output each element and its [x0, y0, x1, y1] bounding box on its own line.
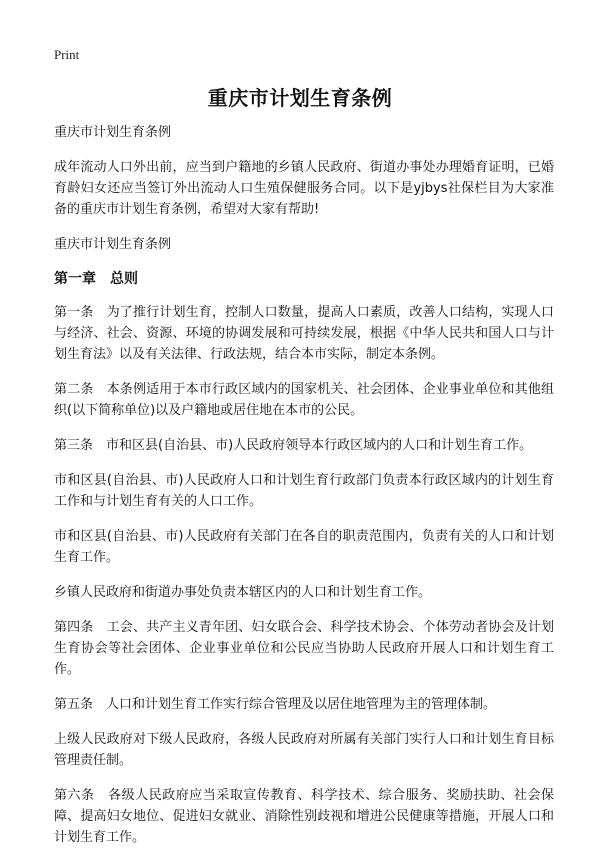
article-4: 第四条 工会、共产主义青年团、妇女联合会、科学技术协会、个体劳动者协会及计划生育协会等社会团体、企业事业单位和公民应当协助人民政府开展人口和计划生育工作。: [54, 620, 554, 677]
article-body: [54, 122, 554, 862]
article-5: 第五条 人口和计划生育工作实行综合管理及以居住地管理为主的管理体制。: [54, 697, 497, 712]
article-3-clause-4: 乡镇人民政府和街道办事处负责本辖区内的人口和计划生育工作。: [54, 585, 432, 600]
print-link[interactable]: Print: [54, 47, 80, 62]
article-3: 第三条 市和区县(自治县、市)人民政府领导本行政区域内的人口和计划生育工作。: [54, 438, 533, 453]
paragraph-subtitle: 重庆市计划生育条例: [54, 125, 172, 140]
document-title: 重庆市计划生育条例: [207, 86, 393, 110]
article-3-clause-2: 市和区县(自治县、市)人民政府人口和计划生育行政部门负责本行政区域内的计划生育工作和与计划生育有关的人口工作。: [54, 473, 554, 509]
article-2: 第二条 本条例适用于本市行政区域内的国家机关、社会团体、企业事业单位和其他组织(以下简称单位)以及户籍地或居住地在本市的公民。: [54, 382, 554, 418]
chapter-heading: 第一章 总则: [54, 271, 138, 287]
article-1: 第一条 为了推行计划生育，控制人口数量，提高人口素质，改善人口结构，实现人口与经济、社会、资源、环境的协调发展和可持续发展，根据《中华人民共和国人口与计划生育法》以及有关法律、行政法规，结合本市实际，制定本条例。: [54, 305, 554, 362]
paragraph-subtitle-repeat: 重庆市计划生育条例: [54, 237, 172, 252]
paragraph-intro: 成年流动人口外出前，应当到户籍地的乡镇人民政府、街道办事处办理婚育证明，已婚育龄妇女还应当签订外出流动人口生殖保健服务合同。以下是yjbys社保栏目为大家准备的重庆市计划生育条例，希望对大家有帮助!: [54, 160, 554, 217]
article-6: 第六条 各级人民政府应当采取宣传教育、科学技术、综合服务、奖励扶助、社会保障、提高妇女地位、促进妇女就业、消除性别歧视和增进公民健康等措施，开展人口和计划生育工作。: [54, 788, 554, 845]
article-3-clause-3: 市和区县(自治县、市)人民政府有关部门在各自的职责范围内，负责有关的人口和计划生育工作。: [54, 529, 554, 565]
article-5-clause-2: 上级人民政府对下级人民政府，各级人民政府对所属有关部门实行人口和计划生育目标管理责任制。: [54, 732, 554, 768]
